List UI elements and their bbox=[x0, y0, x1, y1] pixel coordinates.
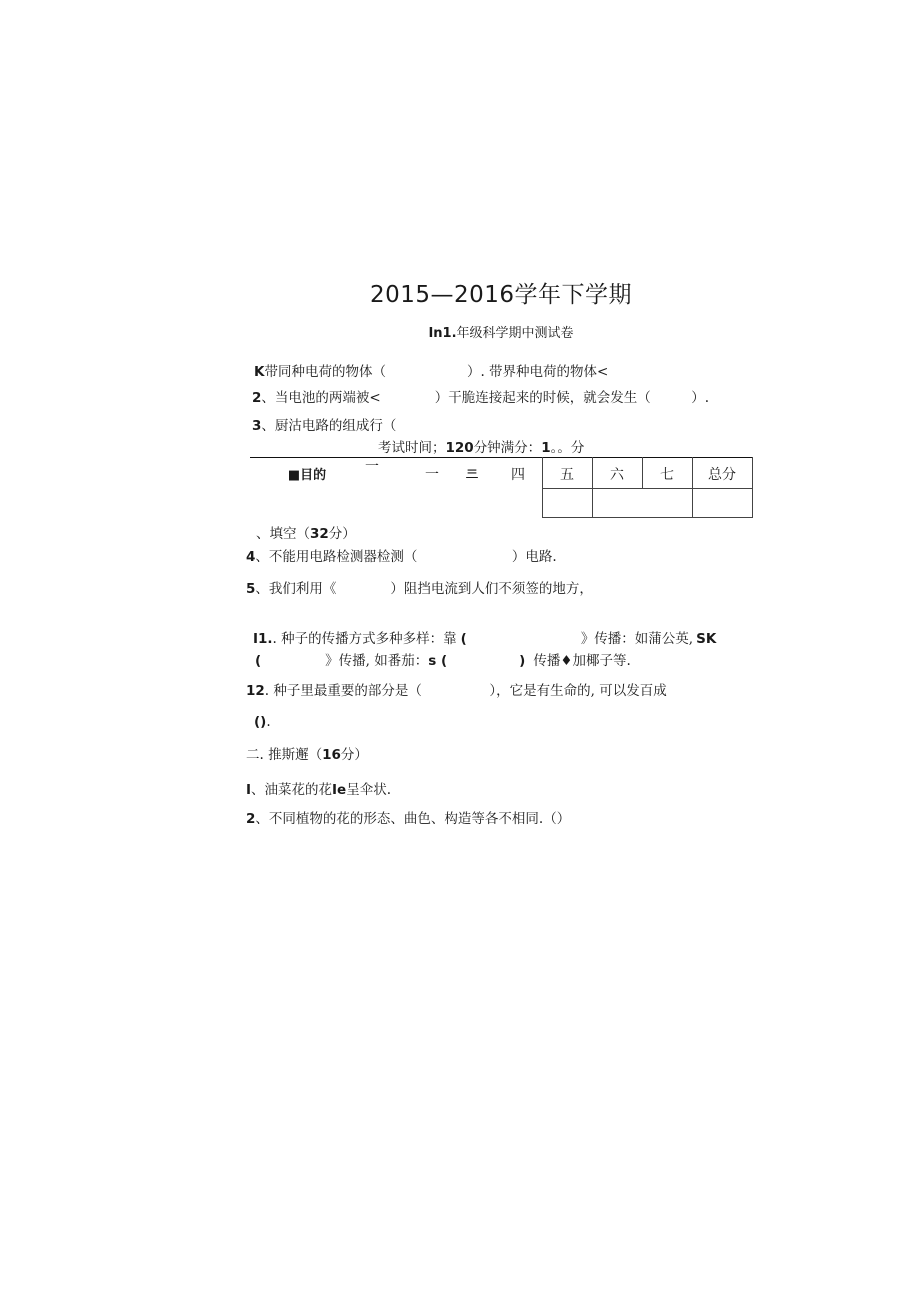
question-12 bbox=[246, 679, 667, 699]
section2-heading bbox=[246, 743, 368, 763]
table-header-1: 一 bbox=[365, 459, 379, 475]
question-text-2: 》传播：如蒲公英, bbox=[580, 631, 694, 647]
section-heading-prefix: 、填空（ bbox=[256, 526, 310, 542]
section-heading-suffix: 分） bbox=[340, 747, 368, 763]
question-text-2: 传播♦加椰子等. bbox=[533, 653, 631, 669]
exam-score-suffix: 。。分 bbox=[550, 440, 585, 456]
blank-bracket-2: s ( bbox=[428, 653, 448, 669]
table-header-2: 一 bbox=[425, 467, 439, 483]
question-number: I1. bbox=[253, 631, 273, 647]
exam-score-label: 分钟满分： bbox=[473, 440, 542, 456]
question-number: 5 bbox=[246, 581, 256, 597]
question-text: . 种子里最重要的部分是（ ），它是有生命的, 可以发百成 bbox=[264, 683, 667, 699]
question-number: 3 bbox=[252, 418, 262, 434]
question-11-line2 bbox=[255, 649, 631, 669]
question-number: I bbox=[246, 782, 252, 798]
question-text: 》传播, 如番茄： bbox=[325, 653, 429, 669]
question-number: 4 bbox=[246, 549, 256, 565]
question-text-bold: Ie bbox=[332, 782, 347, 798]
table-header-5: 五 bbox=[560, 467, 574, 483]
question-text: . 种子的传播方式多种多样：靠 bbox=[272, 631, 457, 647]
question-text: 、不同植物的花的形态、曲色、构造等各不相同.（） bbox=[255, 811, 571, 827]
question-number: 2 bbox=[246, 811, 256, 827]
exam-title: 2015—2016学年下学期 bbox=[369, 282, 633, 308]
table-header-total: 总分 bbox=[708, 467, 736, 483]
exam-time-value: 120 bbox=[445, 440, 474, 456]
table-header-6: 六 bbox=[610, 467, 624, 483]
question-number: K bbox=[254, 364, 265, 380]
question-text: 、当电池的两端被< ）干脆连接起来的时候，就会发生（ ）. bbox=[261, 390, 710, 406]
table-header-7: 七 bbox=[660, 467, 674, 483]
question-text: . bbox=[266, 714, 271, 730]
section-heading-suffix: 分） bbox=[328, 526, 356, 542]
judge-question-2 bbox=[246, 807, 570, 827]
table-header-3: = bbox=[466, 464, 478, 480]
question-3 bbox=[252, 414, 396, 434]
exam-subtitle bbox=[0, 322, 920, 341]
question-12-line2 bbox=[254, 714, 271, 730]
subtitle-grade-number: In1. bbox=[428, 326, 457, 341]
section-heading-points: 16 bbox=[322, 747, 341, 763]
judge-question-1 bbox=[246, 778, 391, 798]
question-5 bbox=[246, 577, 593, 597]
question-number: 2 bbox=[252, 390, 262, 406]
table-header-4: 四 bbox=[511, 467, 525, 483]
question-2 bbox=[252, 386, 709, 406]
exam-score-value: 1 bbox=[541, 440, 551, 456]
subtitle-text: 年级科学期中测试卷 bbox=[456, 326, 574, 341]
question-text: 、不能用电路检测器检测（ ）电路. bbox=[255, 549, 557, 565]
question-text-3: SK bbox=[696, 631, 717, 647]
blank-bracket: ( bbox=[255, 653, 262, 669]
exam-info bbox=[378, 436, 584, 456]
blank-bracket: () bbox=[254, 714, 267, 730]
section-heading-prefix: 二. 推斯邂（ bbox=[246, 747, 323, 763]
exam-time-label: 考试时间； bbox=[378, 440, 446, 456]
section1-heading bbox=[256, 522, 356, 542]
blank-bracket: ( bbox=[460, 631, 467, 647]
question-number: 12 bbox=[246, 683, 265, 699]
question-text-2: 呈伞状. bbox=[346, 782, 392, 798]
blank-bracket-3: ) bbox=[519, 653, 526, 669]
table-row-label: ■目的 bbox=[287, 468, 327, 483]
question-text: 、我们利用《 ）阻挡电流到人们不须签的地方， bbox=[255, 581, 593, 597]
question-1 bbox=[254, 360, 608, 380]
question-4 bbox=[246, 545, 557, 565]
question-text: 、油菜花的花 bbox=[251, 782, 333, 798]
question-text: 、厨沽电路的组成行（ bbox=[261, 418, 397, 434]
section-heading-points: 32 bbox=[310, 526, 329, 542]
question-text: 带同种电荷的物体（ ）. 带界种电荷的物体< bbox=[264, 364, 609, 380]
question-11-line1 bbox=[253, 627, 716, 647]
